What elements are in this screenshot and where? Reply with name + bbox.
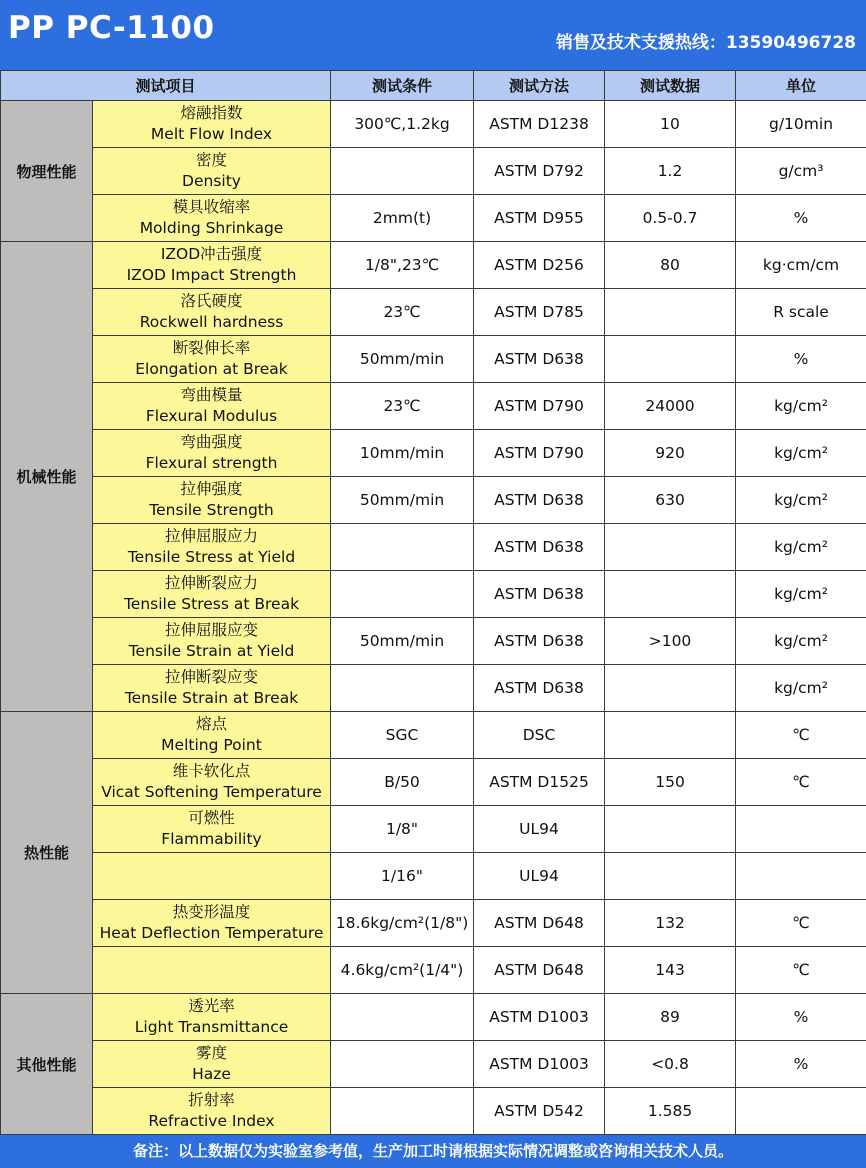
property-cell [93,712,331,759]
method-cell: ASTM D638 [474,618,605,665]
table-row [1,900,866,947]
condition-cell [331,148,474,195]
method-cell: UL94 [474,853,605,900]
condition-cell: 23℃ [331,383,474,430]
property-cell [93,1088,331,1135]
table-row [1,430,866,477]
unit-cell: kg/cm² [736,477,866,524]
table-row [1,947,866,994]
method-cell: ASTM D638 [474,571,605,618]
table-row [1,336,866,383]
method-cell: ASTM D790 [474,430,605,477]
unit-cell [736,853,866,900]
value-cell: 920 [605,430,736,477]
property-en: Flexural Modulus [145,407,278,425]
value-cell [605,289,736,336]
condition-cell [331,665,474,712]
value-cell: 24000 [605,383,736,430]
condition-cell: 50mm/min [331,477,474,524]
category-physical: 物理性能 [1,101,93,242]
condition-cell [331,1041,474,1088]
table-row [1,853,866,900]
property-cell [93,195,331,242]
method-cell: ASTM D1003 [474,994,605,1041]
table-row [1,712,866,759]
method-cell: ASTM D638 [474,524,605,571]
category-other: 其他性能 [1,994,93,1135]
property-cn: 拉伸断裂应力 [165,574,259,592]
method-cell: DSC [474,712,605,759]
unit-cell: % [736,1041,866,1088]
condition-cell [331,1088,474,1135]
method-cell: ASTM D792 [474,148,605,195]
property-cell [93,571,331,618]
unit-cell: kg/cm² [736,571,866,618]
method-cell: ASTM D638 [474,477,605,524]
table-row [1,571,866,618]
unit-cell: kg·cm/cm [736,242,866,289]
property-cell [93,524,331,571]
value-cell: >100 [605,618,736,665]
value-cell [605,806,736,853]
condition-cell [331,994,474,1041]
product-title: PP PC-1100 [8,10,215,46]
property-cell [93,336,331,383]
method-cell: ASTM D542 [474,1088,605,1135]
value-cell: 10 [605,101,736,148]
property-cell [93,101,331,148]
method-cell: ASTM D648 [474,947,605,994]
property-en: Tensile Stress at Yield [127,548,296,566]
property-cn: 可燃性 [188,809,235,827]
property-cn: 维卡软化点 [172,762,251,780]
spec-table [0,70,866,1135]
property-en: Tensile Strength [149,501,274,519]
category-thermal: 热性能 [1,712,93,994]
unit-cell: R scale [736,289,866,336]
property-cn: 拉伸断裂应变 [165,668,259,686]
property-cell [93,618,331,665]
column-header-data: 测试数据 [605,71,736,101]
property-cn: 弯曲强度 [180,433,243,451]
table-row [1,148,866,195]
condition-cell: 1/16" [331,853,474,900]
property-cell [93,947,331,994]
value-cell: 630 [605,477,736,524]
table-row [1,383,866,430]
value-cell: 143 [605,947,736,994]
property-en: Flammability [161,830,262,848]
condition-cell: 18.6kg/cm²(1/8") [331,900,474,947]
condition-cell: 23℃ [331,289,474,336]
table-row [1,1041,866,1088]
property-cell [93,994,331,1041]
property-en: Vicat Softening Temperature [101,783,322,801]
unit-cell: ℃ [736,712,866,759]
property-cn: 熔融指数 [180,104,243,122]
value-cell [605,571,736,618]
property-en: Density [182,172,241,190]
condition-cell: 2mm(t) [331,195,474,242]
property-en: Heat Deflection Temperature [99,924,324,942]
property-cn: 透光率 [188,997,235,1015]
property-cn: 熔点 [196,715,228,733]
column-header-method: 测试方法 [474,71,605,101]
property-cn: 拉伸屈服应力 [165,527,259,545]
method-cell: ASTM D1003 [474,1041,605,1088]
method-cell: ASTM D785 [474,289,605,336]
condition-cell: B/50 [331,759,474,806]
method-cell: ASTM D648 [474,900,605,947]
property-en: Molding Shrinkage [139,219,284,237]
condition-cell: 1/8",23℃ [331,242,474,289]
unit-cell: % [736,336,866,383]
table-row [1,101,866,148]
property-en: Melt Flow Index [150,125,273,143]
property-cell [93,759,331,806]
page-header [0,0,866,70]
value-cell: 132 [605,900,736,947]
unit-cell: kg/cm² [736,524,866,571]
value-cell: 1.2 [605,148,736,195]
value-cell: <0.8 [605,1041,736,1088]
table-row [1,618,866,665]
property-cn: 模具收缩率 [172,198,251,216]
property-cn: 拉伸强度 [180,480,243,498]
property-cn: 密度 [196,151,228,169]
table-row [1,806,866,853]
property-cn: 雾度 [196,1044,228,1062]
condition-cell [331,571,474,618]
condition-cell: 50mm/min [331,618,474,665]
condition-cell: 1/8" [331,806,474,853]
value-cell [605,853,736,900]
table-row [1,289,866,336]
method-cell: ASTM D638 [474,336,605,383]
property-cell [93,806,331,853]
value-cell: 80 [605,242,736,289]
property-cn: 洛氏硬度 [180,292,243,310]
unit-cell: kg/cm² [736,618,866,665]
property-en: Tensile Strain at Break [124,689,299,707]
table-row [1,524,866,571]
unit-cell: g/10min [736,101,866,148]
method-cell: ASTM D1525 [474,759,605,806]
method-cell: ASTM D1238 [474,101,605,148]
condition-cell: 300℃,1.2kg [331,101,474,148]
unit-cell: kg/cm² [736,383,866,430]
category-mechanical: 机械性能 [1,242,93,712]
table-header-row [1,71,866,101]
property-cn: 热变形温度 [172,903,251,921]
sales-hotline: 销售及技术支援热线：13590496728 [555,33,856,53]
property-cn: 断裂伸长率 [172,339,251,357]
property-cell [93,853,331,900]
value-cell: 0.5-0.7 [605,195,736,242]
unit-cell: % [736,994,866,1041]
property-cell [93,1041,331,1088]
unit-cell: ℃ [736,900,866,947]
property-cn: 弯曲模量 [180,386,243,404]
property-cell [93,430,331,477]
property-en: Flexural strength [145,454,278,472]
value-cell [605,336,736,383]
table-row [1,665,866,712]
method-cell: ASTM D955 [474,195,605,242]
condition-cell: 50mm/min [331,336,474,383]
property-cn: 折射率 [188,1091,235,1109]
condition-cell: 10mm/min [331,430,474,477]
property-en: Haze [192,1065,231,1083]
property-cell [93,477,331,524]
property-cell [93,289,331,336]
unit-cell: % [736,195,866,242]
property-en: IZOD Impact Strength [126,266,297,284]
column-header-unit: 单位 [736,71,866,101]
unit-cell: ℃ [736,947,866,994]
unit-cell: ℃ [736,759,866,806]
value-cell: 150 [605,759,736,806]
property-en: Refractive Index [148,1112,275,1130]
footer-note: 备注：以上数据仅为实验室参考值，生产加工时请根据实际情况调整或咨询相关技术人员。 [0,1135,866,1168]
unit-cell [736,1088,866,1135]
property-en: Tensile Stress at Break [123,595,300,613]
table-row [1,477,866,524]
property-cn: IZOD冲击强度 [160,245,263,263]
property-cell [93,148,331,195]
table-row [1,195,866,242]
condition-cell [331,524,474,571]
condition-cell: SGC [331,712,474,759]
method-cell: UL94 [474,806,605,853]
unit-cell: kg/cm² [736,665,866,712]
table-row [1,759,866,806]
unit-cell: g/cm³ [736,148,866,195]
method-cell: ASTM D790 [474,383,605,430]
value-cell: 89 [605,994,736,1041]
table-row [1,242,866,289]
table-row [1,1088,866,1135]
column-header-condition: 测试条件 [331,71,474,101]
table-row [1,994,866,1041]
unit-cell [736,806,866,853]
column-header-item: 测试项目 [1,71,331,101]
property-cell [93,383,331,430]
method-cell: ASTM D256 [474,242,605,289]
value-cell [605,524,736,571]
unit-cell: kg/cm² [736,430,866,477]
method-cell: ASTM D638 [474,665,605,712]
property-en: Rockwell hardness [139,313,284,331]
property-en: Tensile Strain at Yield [128,642,295,660]
property-en: Melting Point [161,736,262,754]
value-cell: 1.585 [605,1088,736,1135]
value-cell [605,665,736,712]
property-cell [93,665,331,712]
condition-cell: 4.6kg/cm²(1/4") [331,947,474,994]
property-cell [93,242,331,289]
property-cn: 拉伸屈服应变 [165,621,259,639]
property-en: Light Transmittance [134,1018,289,1036]
property-en: Elongation at Break [135,360,288,378]
property-cell [93,900,331,947]
value-cell [605,712,736,759]
